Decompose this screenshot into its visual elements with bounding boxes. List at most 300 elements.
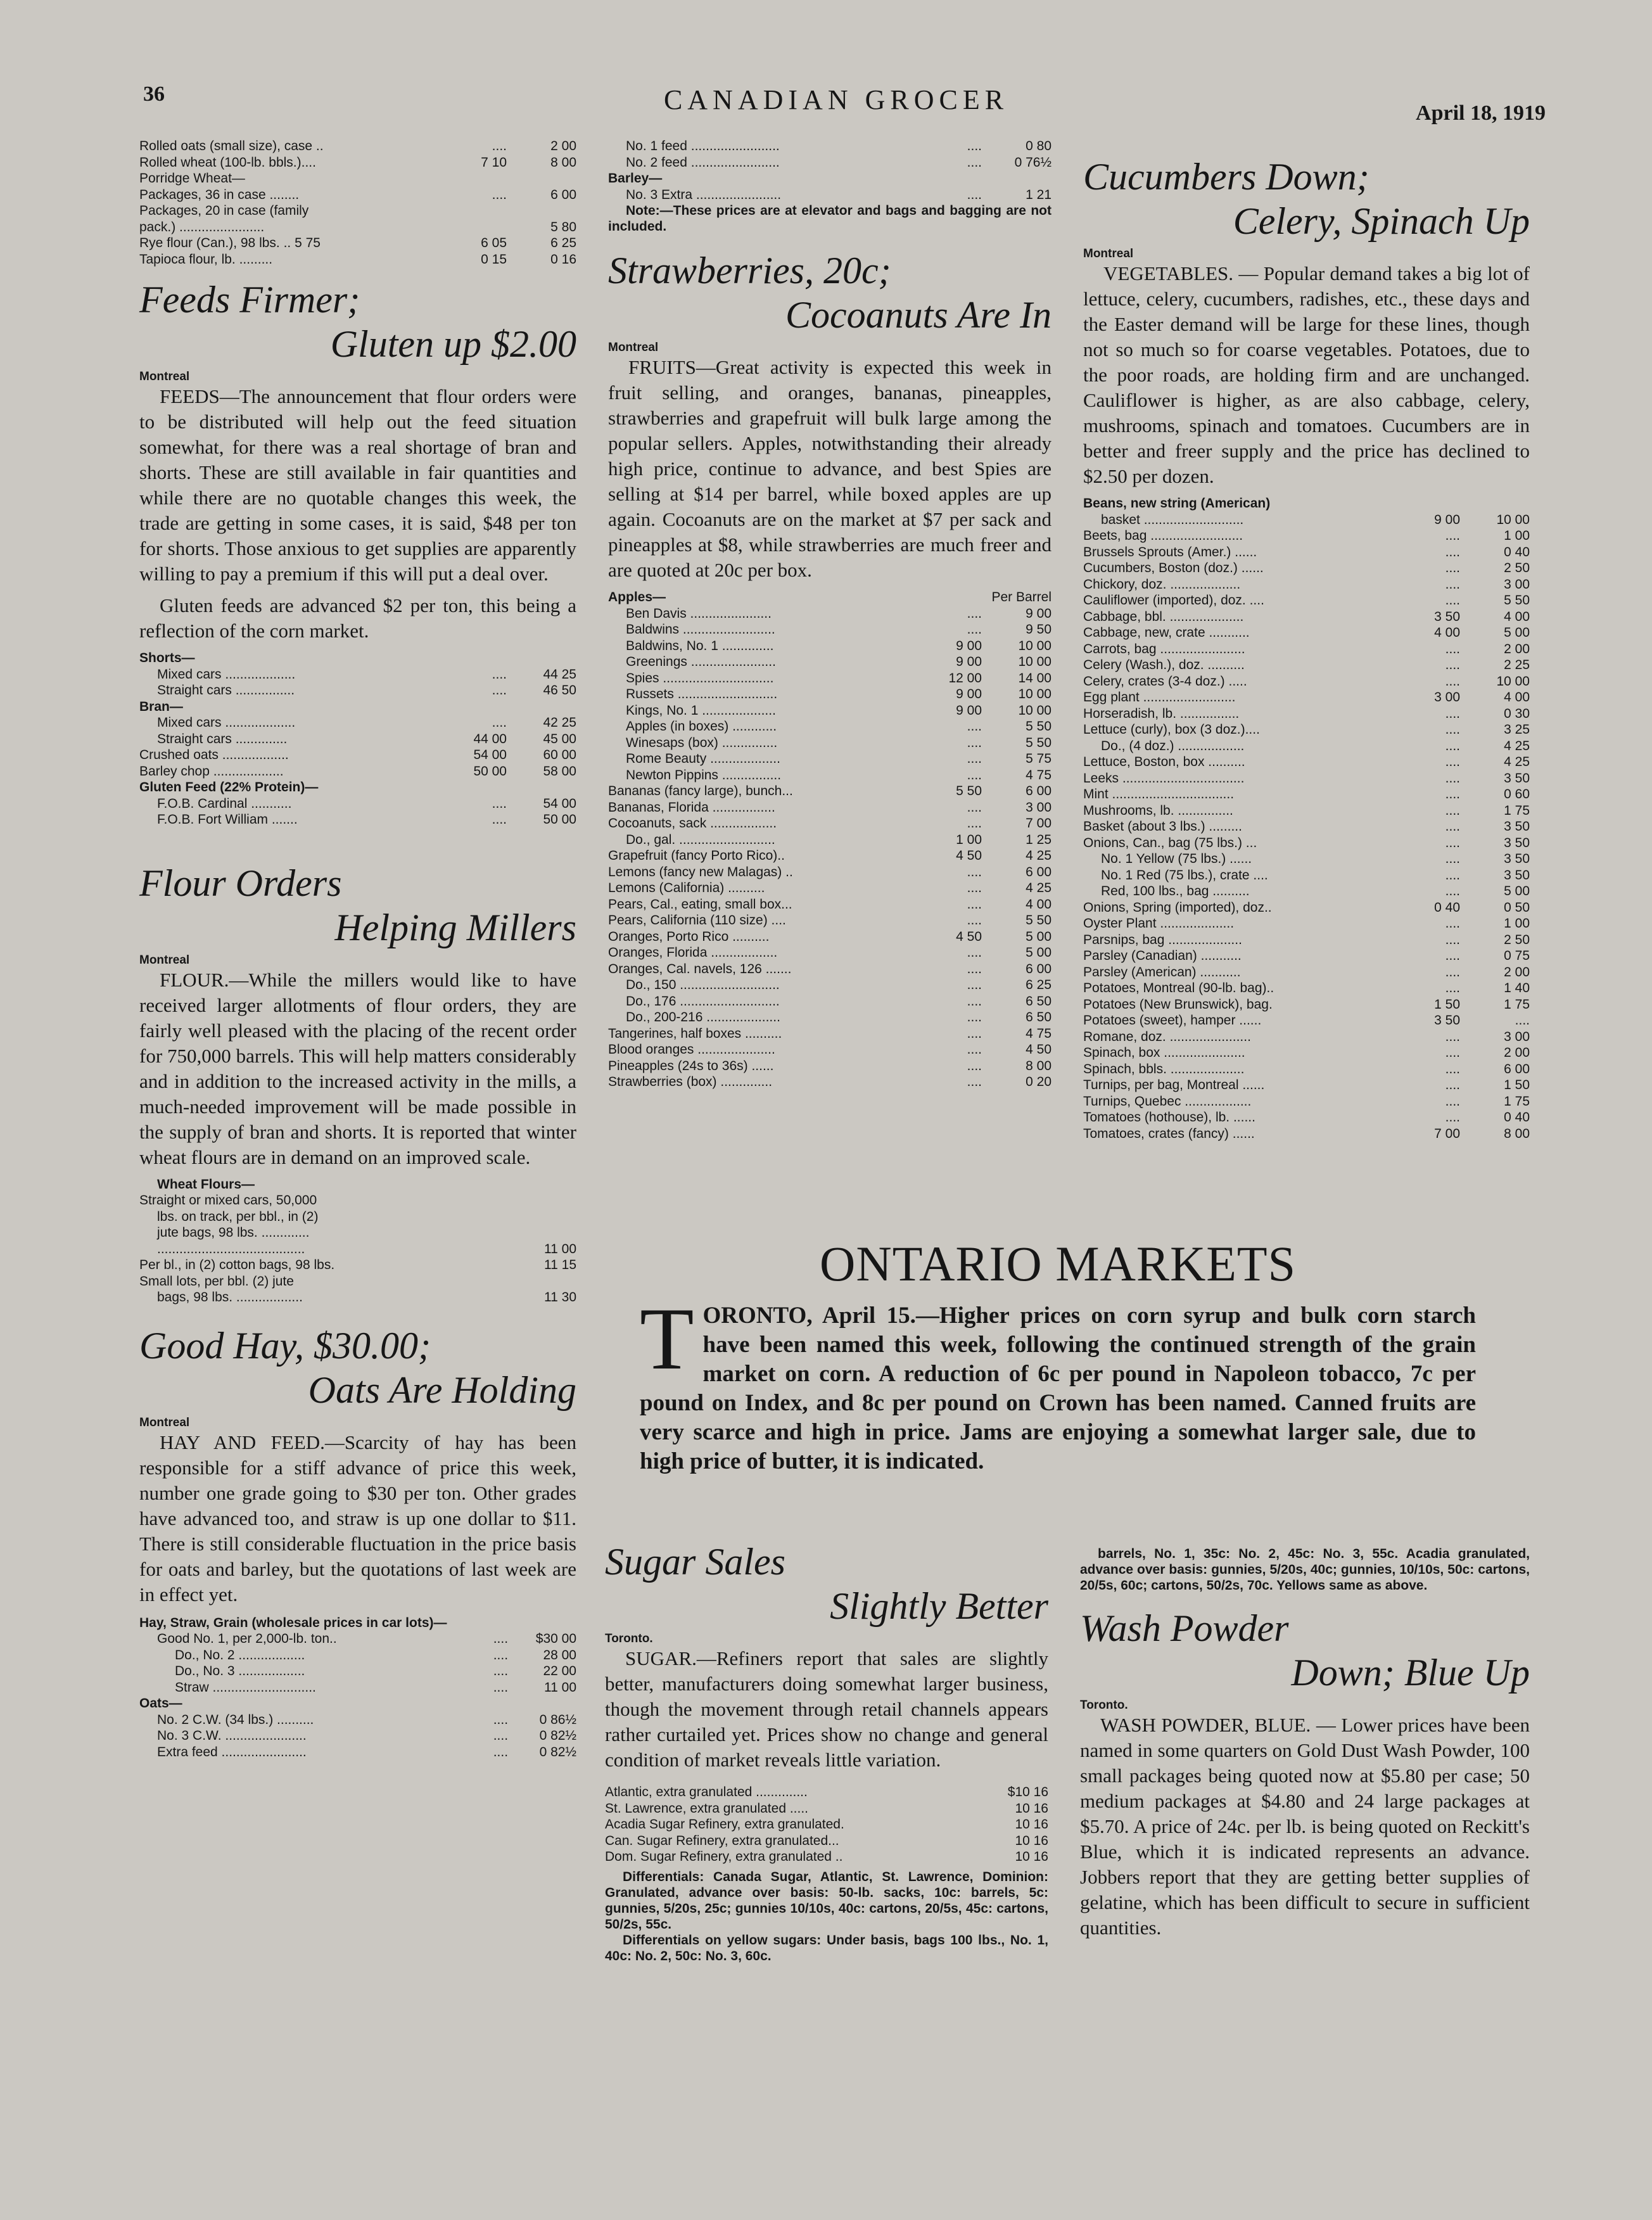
price-low: .... [967,622,982,637]
price-high: 2 50 [1504,561,1530,575]
wash-dateline: Toronto. [1080,1699,1128,1712]
price-low: .... [967,606,982,621]
price-high: 46 50 [543,683,576,698]
price-high: .... [1515,1013,1530,1028]
price-low: .... [1445,577,1460,592]
price-high: 1 25 [1026,832,1052,847]
price-row [139,203,576,219]
price-low [443,699,507,715]
item-label: Spinach, box ...................... [1083,1045,1245,1060]
item-label: Leeks ................................. [1083,770,1245,786]
item-label: No. 2 C.W. (34 lbs.) .......... [157,1712,314,1727]
price-row [1083,609,1530,625]
price-row [1083,657,1530,673]
price-high: 10 16 [1015,1817,1048,1832]
price-low: .... [1445,706,1460,721]
price-row [608,800,1052,816]
price-high: 45 00 [543,731,576,746]
flour-headline-line2: Helping Millers [334,906,576,948]
sugar-dateline: Toronto. [605,1632,653,1645]
price-low: .... [492,715,507,730]
feeds-body [139,384,576,644]
price-low: .... [493,1712,509,1727]
price-high: 10 16 [1015,1801,1048,1816]
price-row [608,1009,1052,1026]
price-low: .... [493,1744,509,1759]
price-row [605,1816,1048,1833]
price-row [608,170,1052,187]
price-high [507,779,576,796]
price-row [608,718,1052,735]
price-high: 5 00 [1504,625,1530,640]
ontario-body [640,1290,1476,1476]
price-low: .... [1445,964,1460,979]
price-high: 2 00 [1504,964,1530,979]
price-low: .... [1445,835,1460,850]
price-high: 6 25 [1026,978,1052,992]
price-row [608,654,1052,670]
right-bottom-section [1080,1546,1530,1947]
price-high: 11 00 [544,1241,576,1256]
price-high: 1 40 [1504,981,1530,995]
hay-body [139,1430,576,1607]
price-row [608,945,1052,961]
price-high: 10 00 [1018,687,1052,701]
price-row [608,686,1052,703]
item-label: Hay, Straw, Grain (wholesale prices in car lots)— [139,1615,447,1630]
price-row [1083,851,1530,867]
price-row [1083,528,1530,544]
sugar-section [605,1540,1048,1964]
item-label: Small lots, per bbl. (2) jute [139,1273,294,1289]
price-high [507,170,576,187]
item-label: Mint ................................. [1083,787,1235,801]
item-label: Spies .............................. [626,670,774,686]
price-low: .... [1445,673,1460,689]
item-label: bags, 98 lbs. .................. [157,1290,303,1305]
price-low: .... [967,751,982,766]
item-label: Barley— [608,171,663,186]
price-row [139,1695,576,1712]
price-high: 6 50 [1026,993,1052,1009]
item-label: Mixed cars ................... [157,715,296,730]
item-label: Wheat Flours— [157,1177,255,1192]
price-low: 9 00 [956,638,982,653]
price-high: 9 00 [1026,606,1052,621]
item-label: Mushrooms, lb. ............... [1083,803,1233,818]
price-low: .... [1445,981,1460,995]
feeds-price-table [139,650,576,828]
price-high: 3 50 [1504,819,1530,834]
item-label: Pineapples (24s to 36s) ...... [608,1058,774,1073]
item-label: Baldwins ......................... [626,622,775,637]
item-label: Blood oranges ..................... [608,1042,775,1057]
price-row [1083,883,1530,900]
price-high: 10 16 [1015,1833,1048,1848]
item-label: Celery, crates (3-4 doz.) ..... [1083,673,1247,689]
price-high: 2 00 [1504,641,1530,656]
price-low: .... [967,881,982,895]
price-high: 3 50 [1504,852,1530,866]
sugar-differentials: Differentials: Canada Sugar, Atlantic, St. Lawrence, Dominion: Granulated, advance over basis: 50-lb. sacks, 10c: barrels, 5c: gunnies, 5/20s, 25c; gunnies 10/10s, 40c: cartons, 20/5s, 45c: cartons, 50/2s, 55c. [605,1869,1048,1932]
price-high: 4 00 [1504,609,1530,624]
price-high: 0 76½ [1014,155,1052,170]
item-label: Newton Pippins ................ [626,767,782,782]
fruits-dateline: Montreal [608,341,659,354]
item-label: Greenings ....................... [626,654,776,669]
price-low: .... [1445,528,1460,543]
price-low: .... [1445,932,1460,947]
price-row [1083,1126,1530,1142]
ontario-title: ONTARIO MARKETS [820,1236,1296,1291]
item-label: Can. Sugar Refinery, extra granulated... [605,1833,839,1848]
price-row [608,767,1052,784]
item-label: Carrots, bag ....................... [1083,641,1245,656]
item-label: Lemons (fancy new Malagas) .. [608,864,793,879]
price-low: .... [1445,722,1460,737]
price-row [608,751,1052,767]
price-low: .... [1445,1094,1460,1109]
item-label: Potatoes (sweet), hamper ...... [1083,1013,1262,1028]
price-low: 12 00 [948,670,982,686]
price-low: .... [1445,819,1460,834]
price-high: 4 25 [1504,755,1530,769]
price-row [139,699,576,715]
price-high: 14 00 [1018,670,1052,686]
flour-headline [139,861,576,950]
item-label: Cabbage, new, crate ........... [1083,625,1250,640]
item-label: Ben Davis ...................... [626,606,772,621]
item-label: F.O.B. Cardinal ........... [157,796,292,811]
price-low: .... [1445,641,1460,656]
price-low: .... [493,1728,509,1743]
hay-price-table [139,1615,576,1761]
fruits-headline-line2: Cocoanuts Are In [785,294,1052,336]
price-low: .... [1445,544,1460,559]
wash-headline [1080,1606,1530,1695]
item-label: Russets ........................... [626,687,778,701]
price-row [608,815,1052,832]
price-row [139,1241,576,1258]
price-low: 4 50 [956,848,982,863]
item-label: Tomatoes (hothouse), lb. ...... [1083,1110,1255,1125]
item-label: Tangerines, half boxes .......... [608,1026,782,1041]
price-low [918,170,982,187]
item-label: Porridge Wheat— [139,171,245,186]
vegetables-headline-line2: Celery, Spinach Up [1233,200,1530,242]
price-low: .... [1445,561,1460,575]
price-row [1083,786,1530,803]
price-low: .... [967,961,982,976]
price-high: 9 50 [1026,622,1052,637]
item-label: Per bl., in (2) cotton bags, 98 lbs. [139,1258,335,1272]
price-low: .... [967,735,982,750]
price-high: 11 30 [544,1290,576,1305]
price-row [608,977,1052,993]
price-row [1083,706,1530,722]
fruits-price-table [608,606,1052,1090]
item-label: Straw ............................ [175,1680,316,1695]
paragraph: FEEDS—The announcement that flour orders were to be distributed will help out the feed situation somewhat, for there was a real shortage of bran and shorts. These are still available in fair quantities and while there are no quotable changes this week, the trade are getting in some cases, it is said, $48 per ton for shorts. Those anxious to get supplies are apparently willing to pay a premium if this will put a deal over. [139,385,576,585]
wash-headline-line1: Wash Powder [1080,1607,1289,1649]
feeds-headline [139,278,576,366]
price-high: 5 00 [1504,884,1530,898]
price-low: .... [1445,803,1460,818]
price-row [605,1784,1048,1801]
item-label: Packages, 36 in case ........ [139,187,300,202]
price-low: 3 50 [1434,1013,1460,1028]
price-row [139,812,576,828]
flour-dateline: Montreal [139,953,190,967]
price-high [507,699,576,715]
price-low: .... [1445,738,1460,753]
price-row [1083,592,1530,609]
apples-header: Apples— [608,590,666,604]
price-low: .... [967,913,982,928]
item-label: No. 3 C.W. ...................... [157,1728,307,1743]
hay-headline-line1: Good Hay, $30.00; [139,1324,431,1367]
price-row [139,1744,576,1761]
price-high [507,1273,576,1290]
price-low: 9 00 [956,654,982,669]
ontario-dropcap: T [640,1290,694,1388]
price-low: .... [967,767,982,782]
price-low: 7 00 [1434,1126,1460,1141]
item-label: Straight or mixed cars, 50,000 [139,1193,317,1208]
price-high: 6 25 [550,236,576,250]
price-row [139,1289,576,1306]
item-label: Basket (about 3 lbs.) ......... [1083,819,1242,834]
item-label: Celery (Wash.), doz. .......... [1083,658,1245,672]
price-high: 8 00 [550,155,576,170]
hay-headline-line2: Oats Are Holding [308,1368,576,1411]
price-high [507,1225,576,1241]
price-low: 44 00 [473,731,507,746]
price-high: 0 86½ [539,1712,576,1727]
paragraph: FRUITS—Great activity is expected this week in fruit selling, and oranges, bananas, pineapples, strawberries and grapefruit will bulk large among the popular sellers. Apples, notwithstanding their already high price, continue to advance, and best Spies are selling at $14 per barrel, while boxed apples are up again. Cocoanuts are on the market at $7 per sack and pineapples at $8, while strawberries are much freer and are quoted at 20c per box. [608,356,1052,581]
item-label: Potatoes, Montreal (90-lb. bag).. [1083,981,1274,995]
price-row [1083,915,1530,932]
price-high: 50 00 [543,812,576,827]
price-row [608,832,1052,848]
price-high: 4 25 [1026,881,1052,895]
price-low: .... [1445,755,1460,769]
item-label: Shorts— [139,651,195,665]
sugar-headline-line2: Slightly Better [830,1585,1048,1627]
price-low: 6 05 [481,236,507,250]
price-low: .... [967,1026,982,1041]
price-low: .... [492,683,507,698]
vegetables-headline [1083,155,1530,243]
item-label: Tomatoes, crates (fancy) ...... [1083,1126,1255,1141]
price-row [139,155,576,171]
vegetables-dateline: Montreal [1083,247,1134,260]
item-label: Turnips, per bag, Montreal ...... [1083,1078,1265,1092]
item-label: Crushed oats .................. [139,748,289,762]
price-low: .... [1445,884,1460,898]
price-row [1083,835,1530,852]
item-label: Rome Beauty ................... [626,751,780,766]
price-low: .... [967,816,982,831]
price-high: 4 75 [1026,1026,1052,1041]
price-row [605,1801,1048,1817]
top-mid-price-table [608,138,1052,203]
price-high: 54 00 [543,796,576,811]
price-row [608,993,1052,1010]
price-high: 6 50 [1026,1010,1052,1024]
price-high: 1 75 [1504,1094,1530,1109]
price-low: .... [493,1664,509,1678]
item-label: Tapioca flour, lb. ......... [139,252,273,267]
price-high: 4 00 [1504,690,1530,705]
item-label: No. 1 Yellow (75 lbs.) ...... [1101,852,1252,866]
price-high: 3 50 [1504,770,1530,786]
price-low: .... [493,1680,509,1695]
price-row [1083,1094,1530,1110]
item-label: Do., No. 2 .................. [175,1647,305,1662]
item-label: Rye flour (Can.), 98 lbs. .. 5 75 [139,236,321,250]
price-low: .... [967,1010,982,1024]
price-low: .... [967,864,982,879]
price-high: 1 75 [1504,997,1530,1012]
price-row [139,682,576,699]
price-row [608,912,1052,929]
item-label: Oranges, Cal. navels, 126 ....... [608,961,792,976]
price-high: 10 00 [1496,512,1530,527]
item-label: Do., (4 doz.) .................. [1101,738,1245,753]
price-high: 1 21 [1026,187,1052,202]
price-row [1083,625,1530,641]
flour-body [139,967,576,1170]
item-label: Chickory, doz. ................... [1083,577,1241,592]
price-high: 5 80 [550,219,576,234]
ontario-section [640,1235,1476,1476]
price-low: .... [1445,948,1460,963]
price-high: 0 30 [1504,706,1530,721]
item-label: Lettuce, Boston, box .......... [1083,755,1245,769]
price-high: 5 50 [1026,735,1052,750]
price-row [1083,770,1530,787]
per-barrel-label: Per Barrel [991,590,1052,604]
price-low: .... [1445,770,1460,786]
item-label: Oranges, Florida .................. [608,945,778,960]
item-label: Straight cars ................ [157,683,295,698]
price-row [139,715,576,731]
price-low: .... [1445,1045,1460,1060]
price-low: .... [1445,916,1460,931]
price-row [1083,673,1530,690]
price-high [507,650,576,667]
left-column [139,138,576,1760]
item-label: Barley chop ................... [139,763,284,779]
price-row [139,1647,576,1664]
price-low: .... [1445,1061,1460,1076]
price-high: 0 80 [1026,139,1052,153]
price-low: 7 10 [481,155,507,170]
price-low: .... [1445,1110,1460,1125]
price-row [1083,980,1530,997]
price-high [508,1695,576,1712]
price-low: .... [967,978,982,992]
price-high: 4 75 [1026,767,1052,782]
price-high: 42 25 [543,715,576,730]
price-row [1083,867,1530,884]
price-row [139,235,576,252]
item-label: Beans, new string (American) [1083,496,1271,511]
price-high: $30 00 [535,1631,576,1646]
price-high: 4 25 [1026,848,1052,863]
price-row [1083,1061,1530,1078]
price-low: 4 50 [956,929,982,944]
price-high: 3 00 [1026,800,1052,815]
price-row [139,1663,576,1680]
price-row [1083,495,1530,512]
price-row [608,638,1052,654]
price-row [139,779,576,796]
price-row [1083,754,1530,770]
price-high: 60 00 [543,748,576,762]
item-label: Egg plant ......................... [1083,690,1236,705]
sugar-continuation: barrels, No. 1, 35c: No. 2, 45c: No. 3, 55c. Acadia granulated, advance over basis: gunnies, 5/20s, 40c; gunnies, 10/10s, 50c: cartons, 20/5s, 60c; cartons, 50/2s, 70c. Yellows same as above. [1080,1547,1530,1593]
item-label: Straight cars .............. [157,731,288,746]
sugar-headline [605,1540,1048,1628]
price-row [1083,544,1530,561]
price-high: 1 00 [1504,916,1530,931]
price-low: 1 00 [956,832,982,847]
price-row [608,606,1052,622]
price-low: .... [967,993,982,1009]
price-high: 3 00 [1504,1029,1530,1044]
price-high: 10 00 [1018,703,1052,718]
item-label: Dom. Sugar Refinery, extra granulated .. [605,1849,843,1864]
price-high: 2 25 [1504,658,1530,672]
price-low: 54 00 [473,748,507,762]
item-label: Baldwins, No. 1 .............. [626,638,774,653]
price-low: .... [1445,787,1460,801]
price-low: 5 50 [956,784,982,798]
issue-date: April 18, 1919 [1416,101,1546,125]
price-row [608,670,1052,687]
price-low: .... [1445,1029,1460,1044]
item-label: Spinach, bbls. .................... [1083,1061,1245,1076]
item-label: Romane, doz. ...................... [1083,1029,1251,1044]
feeds-headline-line2: Gluten up $2.00 [330,323,576,365]
price-row [1083,1029,1530,1045]
price-low: .... [492,139,507,153]
item-label: No. 2 feed ........................ [626,155,780,170]
vegetables-headline-line1: Cucumbers Down; [1083,156,1369,198]
price-low: 1 50 [1434,997,1460,1012]
price-low [443,203,507,219]
price-row [1083,689,1530,706]
price-row [139,747,576,763]
fruits-body [608,355,1052,583]
price-high: 5 50 [1026,719,1052,734]
price-low: 9 00 [956,687,982,701]
price-low: 3 00 [1434,690,1460,705]
price-low: 0 15 [481,252,507,267]
price-low: .... [967,945,982,960]
item-label: lbs. on track, per bbl., in (2) [157,1209,319,1224]
price-row [608,848,1052,864]
price-high: 4 25 [1504,738,1530,753]
price-low: .... [967,896,982,912]
price-high: 10 16 [1015,1849,1048,1864]
price-row [139,1712,576,1728]
item-label: ........................................ [157,1241,305,1256]
price-row [1083,948,1530,964]
price-high: 1 50 [1504,1078,1530,1092]
